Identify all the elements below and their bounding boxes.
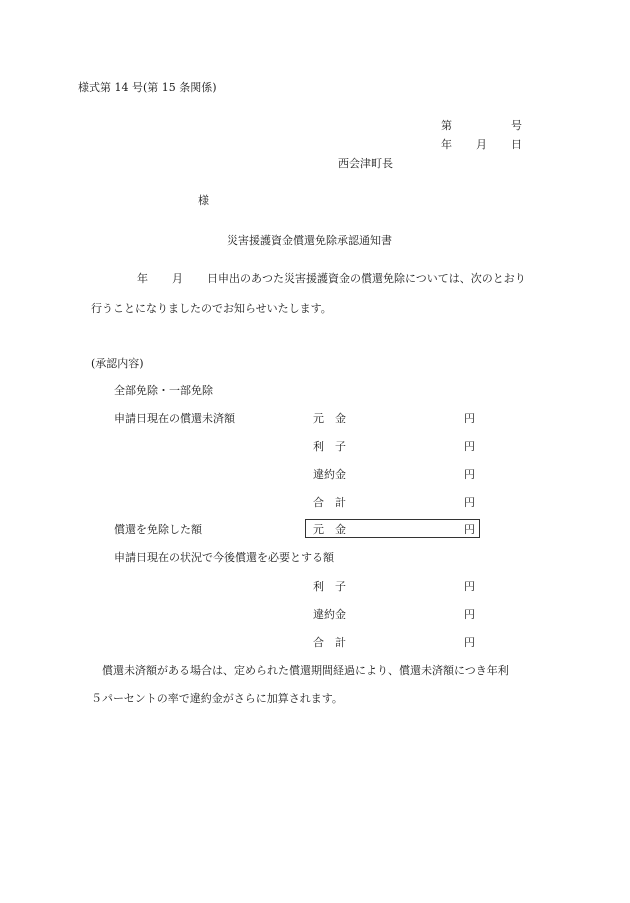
body-year: 年 — [137, 272, 148, 285]
future-label: 申請日現在の状況で今後償還を必要とする額 — [114, 551, 334, 564]
unpaid-principal-label: 元 金 — [313, 412, 346, 425]
addressee-suffix: 様 — [198, 194, 209, 207]
exempted-principal-label: 元 金 — [313, 523, 346, 536]
date-day: 日 — [511, 138, 522, 151]
unpaid-label: 申請日現在の償還未済額 — [114, 412, 235, 425]
notice-line1: 償還未済額がある場合は、定められた償還期間経過により、償還未済額につき年利 — [102, 664, 509, 677]
future-total-label: 合 計 — [313, 636, 346, 649]
document-title: 災害援護資金償還免除承認通知書 — [227, 234, 392, 247]
date-month: 月 — [476, 138, 487, 151]
form-number: 様式第 14 号(第 15 条関係) — [78, 81, 217, 94]
body-month: 月 — [172, 272, 183, 285]
unpaid-principal-yen: 円 — [464, 412, 475, 425]
date-year: 年 — [441, 138, 452, 151]
body-line1: 日申出のあつた災害援護資金の償還免除については、次のとおり — [207, 272, 526, 285]
unpaid-total-label: 合 計 — [313, 496, 346, 509]
exempted-principal-yen: 円 — [464, 523, 475, 536]
doc-number-prefix: 第 — [441, 119, 452, 132]
unpaid-total-yen: 円 — [464, 496, 475, 509]
body-line2: 行うことになりましたのでお知らせいたします。 — [91, 302, 332, 315]
unpaid-interest-yen: 円 — [464, 440, 475, 453]
unpaid-penalty-yen: 円 — [464, 468, 475, 481]
future-total-yen: 円 — [464, 636, 475, 649]
exempted-label: 償還を免除した額 — [114, 523, 202, 536]
doc-number-suffix: 号 — [511, 119, 522, 132]
unpaid-interest-label: 利 子 — [313, 440, 346, 453]
future-penalty-yen: 円 — [464, 608, 475, 621]
unpaid-penalty-label: 違約金 — [313, 468, 346, 481]
issuer: 西会津町長 — [338, 157, 393, 170]
future-interest-label: 利 子 — [313, 580, 346, 593]
notice-line2: ５パーセントの率で違約金がさらに加算されます。 — [91, 692, 343, 705]
future-penalty-label: 違約金 — [313, 608, 346, 621]
approval-heading: (承認内容) — [91, 357, 144, 370]
approval-type: 全部免除・一部免除 — [114, 384, 213, 397]
future-interest-yen: 円 — [464, 580, 475, 593]
